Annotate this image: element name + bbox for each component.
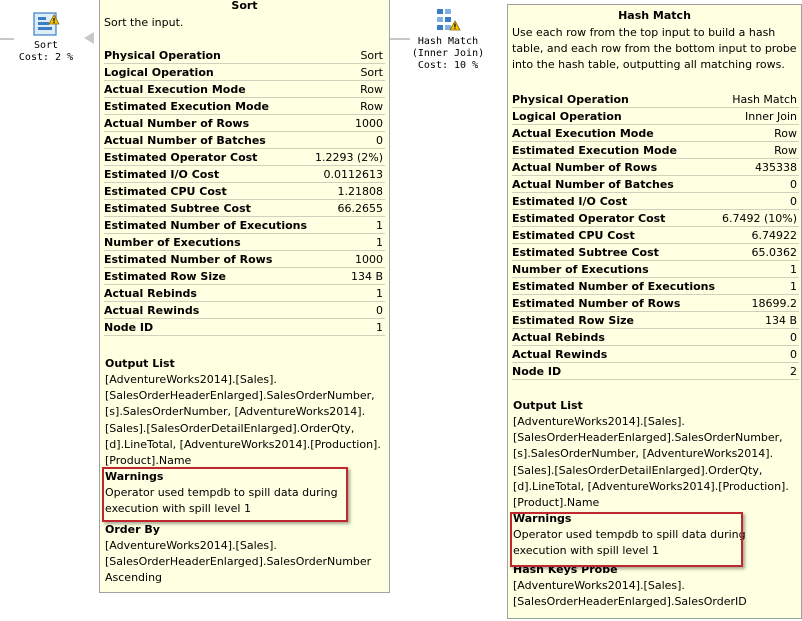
property-value: 1000 <box>355 116 383 130</box>
property-row <box>512 176 799 193</box>
property-row <box>104 200 385 217</box>
hash-keys-probe-title: Hash Keys Probe <box>513 562 618 576</box>
property-value: 1 <box>376 218 383 232</box>
property-row <box>512 244 799 261</box>
property-row <box>104 47 385 64</box>
property-name: Estimated Row Size <box>512 313 634 327</box>
property-row <box>512 295 799 312</box>
property-row <box>104 285 385 302</box>
property-row <box>104 81 385 98</box>
property-row <box>512 125 799 142</box>
property-value: Sort <box>360 48 383 62</box>
hash-output-list: [AdventureWorks2014].[Sales]. [SalesOrderHeaderEnlarged].SalesOrderNumber, [s].SalesOrderNumber, [AdventureWorks2014]. [Sales].[SalesOrderDetailEnlarged].OrderQty, [d].LineTotal, [AdventureWorks2014].[Production]. [Product].Name <box>513 415 789 510</box>
property-value: 134 B <box>764 313 797 327</box>
property-value: 6.74922 <box>751 228 797 242</box>
sort-properties-table <box>104 47 385 336</box>
property-name: Actual Number of Rows <box>104 116 250 130</box>
property-value: 435338 <box>755 160 797 174</box>
property-value: 6.7492 (10%) <box>721 211 797 225</box>
property-value: 65.0362 <box>751 245 797 259</box>
property-value: 0 <box>790 330 797 344</box>
property-name: Actual Rewinds <box>512 347 608 361</box>
property-value: 0 <box>790 347 797 361</box>
hash-warnings-title: Warnings <box>513 512 572 526</box>
property-value: 1000 <box>355 252 383 266</box>
property-row <box>104 132 385 149</box>
hash-node-sublabel: (Inner Join) <box>411 48 485 59</box>
property-value: Row <box>360 99 383 113</box>
sort-order-by-title: Order By <box>105 522 160 536</box>
property-row <box>104 234 385 251</box>
property-row <box>104 166 385 183</box>
sort-output-list-title: Output List <box>105 357 175 370</box>
property-row <box>104 149 385 166</box>
sort-warnings-highlight <box>102 467 348 522</box>
property-value: 1 <box>376 320 383 334</box>
property-value: 1 <box>790 262 797 276</box>
property-row <box>104 98 385 115</box>
property-name: Estimated Number of Rows <box>104 252 273 266</box>
property-name: Actual Execution Mode <box>512 126 654 140</box>
sort-node-cost: Cost: 2 % <box>18 52 74 63</box>
sort-operator-node[interactable] <box>10 10 82 64</box>
property-value: 1 <box>790 279 797 293</box>
property-row <box>512 312 799 329</box>
sort-tooltip-title: Sort <box>231 0 258 12</box>
sort-node-label: Sort <box>33 40 59 51</box>
property-value: 0 <box>790 177 797 191</box>
property-row <box>512 227 799 244</box>
property-row <box>104 268 385 285</box>
property-row <box>512 329 799 346</box>
property-name: Actual Rewinds <box>104 303 200 317</box>
property-name: Actual Number of Batches <box>104 133 266 147</box>
property-name: Estimated Row Size <box>104 269 226 283</box>
property-row <box>512 278 799 295</box>
property-name: Estimated Number of Executions <box>512 279 716 293</box>
property-value: 1 <box>376 235 383 249</box>
property-row <box>104 64 385 81</box>
property-row <box>512 193 799 210</box>
property-name: Physical Operation <box>512 92 629 106</box>
property-value: Inner Join <box>745 109 797 123</box>
hash-node-label: Hash Match <box>417 36 479 47</box>
property-name: Estimated Number of Executions <box>104 218 308 232</box>
property-name: Estimated I/O Cost <box>104 167 220 181</box>
property-value: 0.0112613 <box>323 167 383 181</box>
property-name: Estimated CPU Cost <box>104 184 227 198</box>
property-name: Estimated Execution Mode <box>512 143 677 157</box>
property-name: Number of Executions <box>104 235 241 249</box>
property-name: Physical Operation <box>104 48 221 62</box>
property-row <box>512 210 799 227</box>
property-name: Node ID <box>104 320 154 334</box>
sort-tooltip-description: Sort the input. <box>104 16 184 29</box>
hash-output-list-title: Output List <box>513 399 583 412</box>
sort-warnings-title: Warnings <box>105 470 164 484</box>
property-value: 1 <box>376 286 383 300</box>
flow-arrow-head <box>84 32 94 44</box>
property-value: 0 <box>376 303 383 317</box>
hash-node-cost: Cost: 10 % <box>417 60 479 71</box>
hash-keys-probe: [AdventureWorks2014].[Sales]. [SalesOrderHeaderEnlarged].SalesOrderID <box>513 578 747 608</box>
flow-arrow-middle <box>388 38 410 40</box>
property-row <box>104 319 385 336</box>
property-value: Sort <box>360 65 383 79</box>
hash-properties-table <box>512 91 799 380</box>
property-row <box>512 91 799 108</box>
property-value: 134 B <box>350 269 383 283</box>
property-value: 66.2655 <box>337 201 383 215</box>
sort-order-by: [AdventureWorks2014].[Sales]. [SalesOrderHeaderEnlarged].SalesOrderNumber Ascending <box>105 538 372 585</box>
property-name: Logical Operation <box>104 65 214 79</box>
property-row <box>512 363 799 380</box>
property-name: Actual Execution Mode <box>104 82 246 96</box>
property-name: Actual Rebinds <box>104 286 197 300</box>
property-name: Estimated Operator Cost <box>104 150 258 164</box>
sort-output-list: [AdventureWorks2014].[Sales]. [SalesOrderHeaderEnlarged].SalesOrderNumber, [s].SalesOrderNumber, [AdventureWorks2014]. [Sales].[SalesOrderDetailEnlarged].OrderQty, [d].LineTotal, [AdventureWorks2014].[Production]. [Product].Name <box>105 373 381 468</box>
property-name: Estimated Number of Rows <box>512 296 681 310</box>
sort-icon <box>31 10 61 38</box>
hash-match-icon <box>433 6 463 34</box>
property-row <box>104 251 385 268</box>
property-value: 18699.2 <box>751 296 797 310</box>
property-name: Estimated Subtree Cost <box>104 201 251 215</box>
property-value: 0 <box>790 194 797 208</box>
sort-warnings-text: Operator used tempdb to spill data during execution with spill level 1 <box>105 486 338 516</box>
hash-warnings-text: Operator used tempdb to spill data during execution with spill level 1 <box>513 528 746 558</box>
property-name: Actual Number of Rows <box>512 160 658 174</box>
property-value: Row <box>774 126 797 140</box>
property-value: 0 <box>376 133 383 147</box>
property-row <box>512 159 799 176</box>
property-name: Node ID <box>512 364 562 378</box>
property-value: Hash Match <box>732 92 797 106</box>
property-row <box>104 183 385 200</box>
property-value: Row <box>774 143 797 157</box>
property-value: Row <box>360 82 383 96</box>
property-value: 2 <box>790 364 797 378</box>
hash-tooltip-title: Hash Match <box>618 9 691 22</box>
property-row <box>104 217 385 234</box>
property-name: Estimated Subtree Cost <box>512 245 659 259</box>
hash-match-operator-node[interactable] <box>408 6 488 72</box>
property-row <box>104 302 385 319</box>
property-row <box>512 261 799 278</box>
property-name: Estimated Execution Mode <box>104 99 269 113</box>
hash-tooltip-description: Use each row from the top input to build a hash table, and each row from the bottom input to probe into the hash table, outputting all matching rows. <box>512 26 797 71</box>
property-name: Estimated Operator Cost <box>512 211 666 225</box>
property-row <box>512 108 799 125</box>
property-name: Estimated CPU Cost <box>512 228 635 242</box>
property-row <box>512 346 799 363</box>
property-value: 1.2293 (2%) <box>314 150 383 164</box>
property-value: 1.21808 <box>337 184 383 198</box>
property-name: Number of Executions <box>512 262 649 276</box>
hash-warnings-highlight <box>510 512 743 567</box>
property-name: Actual Number of Batches <box>512 177 674 191</box>
property-row <box>104 115 385 132</box>
property-row <box>512 142 799 159</box>
property-name: Estimated I/O Cost <box>512 194 628 208</box>
property-name: Actual Rebinds <box>512 330 605 344</box>
property-name: Logical Operation <box>512 109 622 123</box>
